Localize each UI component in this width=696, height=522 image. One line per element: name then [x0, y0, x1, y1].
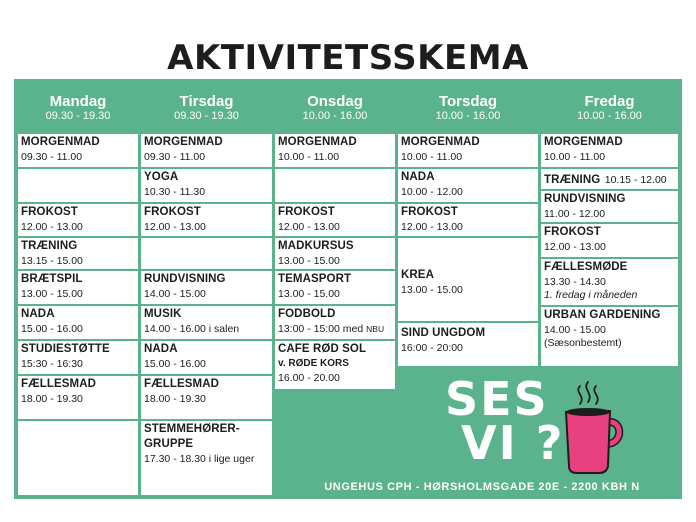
activity-urban-gardening: URBAN GARDENING 14.00 - 15.00 (Sæsonbestemt)	[541, 307, 678, 366]
activity-nada: NADA 15.00 - 16.00	[18, 306, 138, 339]
activity-morgenmad: MORGENMAD 10.00 - 11.00	[541, 134, 678, 167]
activity-fodbold: FODBOLD 13:00 - 15:00 med NBU	[275, 306, 395, 339]
address-footer: UNGEHUS CPH - HØRSHOLMSGADE 20E - 2200 KBH N	[324, 481, 640, 493]
day-hours: 10.00 - 16.00	[435, 110, 501, 122]
activity-rundvisning: RUNDVISNING 11.00 - 12.00	[541, 191, 678, 222]
slogan-line-2: VI ?	[461, 416, 565, 470]
activity-sind-ungdom: SIND UNGDOM 16:00 - 20:00	[398, 323, 538, 366]
empty-slot	[18, 421, 138, 495]
activity-krea: KREA 13.00 - 15.00	[398, 238, 538, 321]
day-header-onsdag	[275, 79, 395, 129]
empty-slot	[18, 169, 138, 202]
day-name: Tirsdag	[179, 93, 234, 110]
day-hours: 10.00 - 16.00	[302, 110, 368, 122]
slogan-line-1: SES	[445, 372, 549, 426]
activity-morgenmad: MORGENMAD 10.00 - 11.00	[275, 134, 395, 167]
day-name: Fredag	[584, 93, 635, 110]
empty-slot	[275, 169, 395, 202]
activity-frokost: FROKOST 12.00 - 13.00	[541, 224, 678, 257]
day-header-torsdag	[398, 79, 538, 129]
activity-rundvisning: RUNDVISNING 14.00 - 15.00	[141, 271, 272, 304]
activity-faellesmad: FÆLLESMAD 18.00 - 19.30	[18, 376, 138, 419]
activity-frokost: FROKOST 12.00 - 13.00	[398, 204, 538, 236]
activity-stemmehoerergruppe: STEMMEHØRER- GRUPPE 17.30 - 18.30 i lige uger	[141, 421, 272, 495]
activity-yoga: YOGA 10.30 - 11.30	[141, 169, 272, 202]
day-hours: 09.30 - 19.30	[174, 110, 239, 122]
activity-frokost: FROKOST 12.00 - 13.00	[18, 204, 138, 236]
activity-musik: MUSIK 14.00 - 16.00 i salen	[141, 306, 272, 339]
activity-nada: NADA 10.00 - 12.00	[398, 169, 538, 202]
day-hours: 09.30 - 19.30	[45, 110, 111, 122]
day-name: Mandag	[49, 93, 107, 110]
activity-faellesmad: FÆLLESMAD 18.00 - 19.30	[141, 376, 272, 419]
day-header-fredag	[541, 79, 678, 129]
activity-traening: TRÆNING 10.15 - 12.00	[541, 169, 678, 189]
day-header-mandag	[18, 79, 138, 129]
activity-morgenmad: MORGENMAD 10.00 - 11.00	[398, 134, 538, 167]
activity-temasport: TEMASPORT 13.00 - 15.00	[275, 271, 395, 304]
activity-studiestoette: STUDIESTØTTE 15:30 - 16:30	[18, 341, 138, 374]
page-title: AKTIVITETSSKEMA	[167, 38, 529, 78]
activity-faellesmoede: FÆLLESMØDE 13.30 - 14.30 1. fredag i måneden	[541, 259, 678, 305]
activity-nada: NADA 15.00 - 16.00	[141, 341, 272, 374]
activity-traening: TRÆNING 13.15 - 15.00	[18, 238, 138, 269]
activity-morgenmad: MORGENMAD 09.30 - 11.00	[141, 134, 272, 167]
activity-braetspil: BRÆTSPIL 13.00 - 15.00	[18, 271, 138, 304]
day-hours: 10.00 - 16.00	[577, 110, 642, 122]
activity-morgenmad: MORGENMAD 09.30 - 11.00	[18, 134, 138, 167]
activity-frokost: FROKOST 12.00 - 13.00	[275, 204, 395, 236]
activity-frokost: FROKOST 12.00 - 13.00	[141, 204, 272, 236]
activity-madkursus: MADKURSUS 13.00 - 15.00	[275, 238, 395, 269]
day-header-tirsdag	[141, 79, 272, 129]
day-name: Onsdag	[307, 93, 363, 110]
activity-cafe-roed-sol: CAFE RØD SOL v. RØDE KORS 16.00 - 20.00	[275, 341, 395, 389]
day-name: Torsdag	[438, 93, 498, 110]
empty-slot	[141, 238, 272, 269]
coffee-mug-icon	[558, 378, 628, 478]
ses-vi-slogan	[445, 372, 565, 470]
